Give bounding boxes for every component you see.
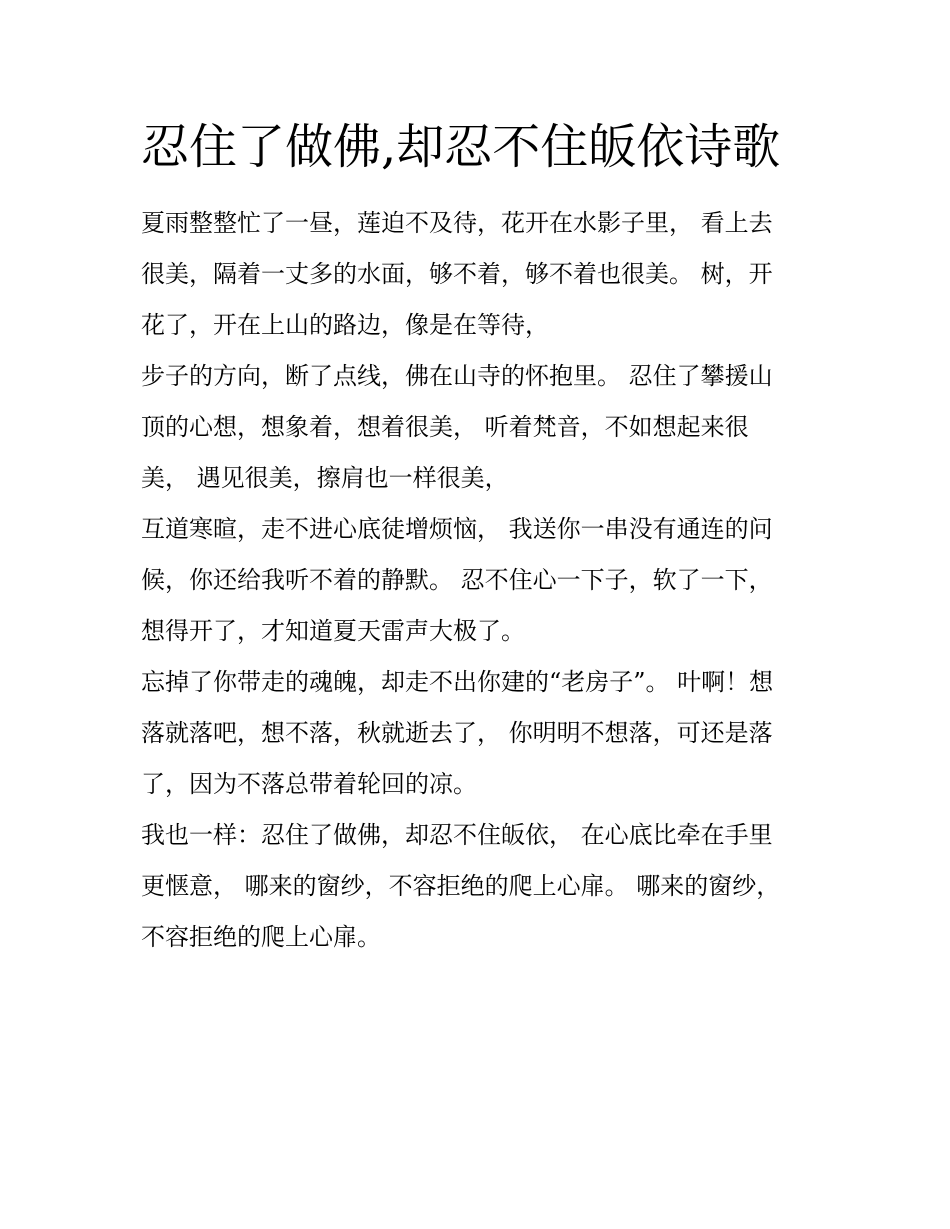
poem-body	[141, 198, 801, 963]
text-line: 顶的心想，想象着，想着很美， 听着梵音，不如想起来很	[141, 413, 749, 441]
text-line: 步子的方向，断了点线，佛在山寺的怀抱里。 忍住了攀援山	[141, 362, 773, 390]
text-line: 互道寒暄，走不进心底徒增烦恼， 我送你一串没有通连的问	[141, 515, 773, 543]
text-line: 夏雨整整忙了一昼，莲迫不及待，花开在水影子里， 看上去	[141, 209, 773, 237]
text-line: 落就落吧，想不落，秋就逝去了， 你明明不想落，可还是落	[141, 719, 773, 747]
text-line: 很美，隔着一丈多的水面，够不着，够不着也很美。 树，开	[141, 260, 773, 288]
text-line: 不容拒绝的爬上心扉。	[141, 923, 381, 951]
text-line: 忘掉了你带走的魂魄，却走不出你建的“老房子”。 叶啊！想	[141, 668, 774, 696]
text-line: 更惬意， 哪来的窗纱，不容拒绝的爬上心扉。 哪来的窗纱，	[141, 872, 781, 900]
text-line: 候，你还给我听不着的静默。 忍不住心一下子，软了一下，	[141, 566, 773, 594]
text-line: 我也一样：忍住了做佛，却忍不住皈依， 在心底比牵在手里	[141, 821, 773, 849]
text-line: 花了，开在上山的路边，像是在等待，	[141, 311, 549, 339]
document-title: 忍住了做佛,却忍不住皈依诗歌	[141, 119, 781, 175]
text-line: 了，因为不落总带着轮回的凉。	[141, 770, 477, 798]
text-line: 美， 遇见很美，擦肩也一样很美，	[141, 464, 509, 492]
text-line: 想得开了，才知道夏天雷声大极了。	[141, 617, 525, 645]
